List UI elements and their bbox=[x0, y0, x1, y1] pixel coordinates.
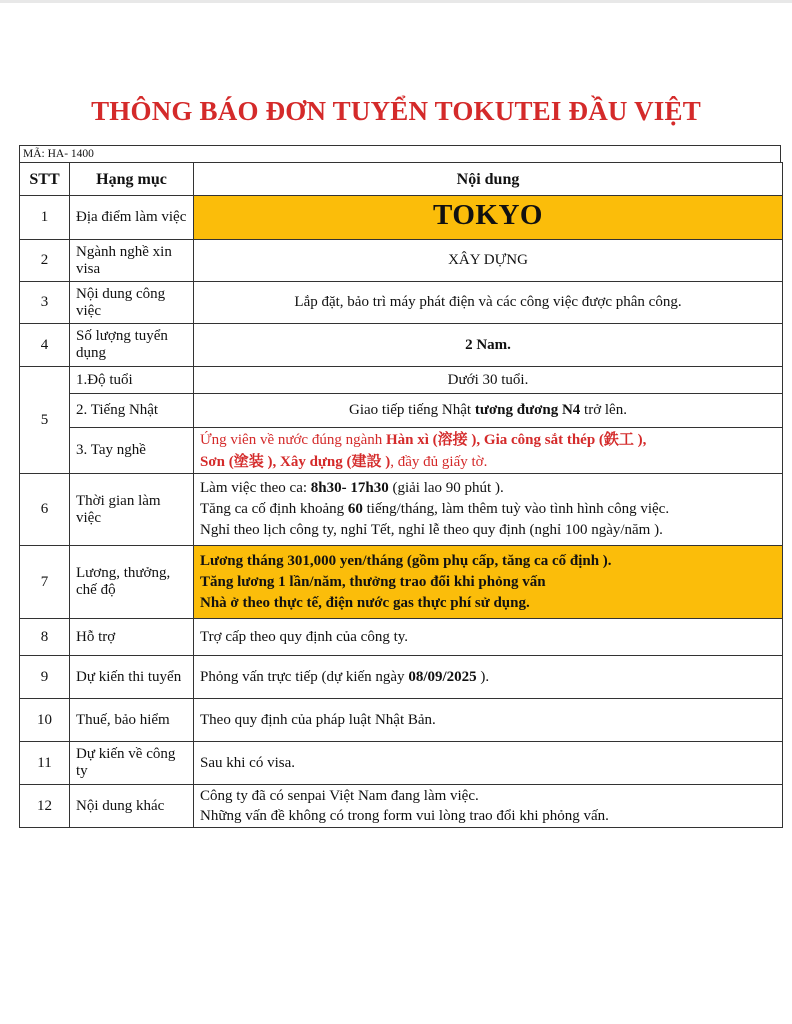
text: Nghỉ theo lịch công ty, nghỉ Tết, nghỉ lễ theo quy định (nghỉ 100 ngày/năm ). bbox=[200, 522, 663, 538]
text: Phỏng vấn trực tiếp (dự kiến ngày bbox=[200, 668, 409, 685]
table-row bbox=[20, 546, 783, 619]
row-category: Số lượng tuyển dụng bbox=[70, 324, 194, 367]
table-row bbox=[20, 428, 783, 474]
row-number: 1 bbox=[20, 196, 70, 240]
row-number: 11 bbox=[20, 742, 70, 785]
row-number: 10 bbox=[20, 699, 70, 742]
text-bold: 8h30- 17h30 bbox=[310, 480, 389, 496]
row-number: 5 bbox=[20, 367, 70, 474]
row-number: 4 bbox=[20, 324, 70, 367]
row-category: 3. Tay nghề bbox=[70, 428, 194, 474]
table-row bbox=[20, 699, 783, 742]
table-row bbox=[20, 196, 783, 240]
row-content: Dưới 30 tuổi. bbox=[194, 367, 783, 394]
row-category: Nội dung công việc bbox=[70, 282, 194, 324]
header-stt: STT bbox=[20, 163, 70, 196]
row-number: 9 bbox=[20, 656, 70, 699]
job-table bbox=[19, 162, 783, 828]
row-category: Hỗ trợ bbox=[70, 619, 194, 656]
row-content bbox=[194, 474, 783, 546]
header-content: Nội dung bbox=[194, 163, 783, 196]
row-category: Địa điểm làm việc bbox=[70, 196, 194, 240]
text: Tăng ca cố định khoảng bbox=[200, 501, 348, 517]
text-bold: tương đương N4 bbox=[474, 402, 581, 418]
row-number: 3 bbox=[20, 282, 70, 324]
row-content: 2 Nam. bbox=[194, 324, 783, 367]
row-content bbox=[194, 428, 783, 474]
text-bold: 60 bbox=[347, 501, 363, 517]
text: Ứng viên về nước đúng ngành bbox=[200, 431, 386, 448]
text-bold: 08/09/2025 bbox=[408, 668, 477, 685]
row-content: Trợ cấp theo quy định của công ty. bbox=[194, 619, 783, 656]
row-number: 7 bbox=[20, 546, 70, 619]
table-row bbox=[20, 394, 783, 428]
row-content bbox=[194, 394, 783, 428]
row-category: Thuế, bảo hiểm bbox=[70, 699, 194, 742]
row-content: Lắp đặt, bảo trì máy phát điện và các công việc được phân công. bbox=[194, 282, 783, 324]
text: (giải lao 90 phút ). bbox=[388, 480, 504, 496]
row-category: Ngành nghề xin visa bbox=[70, 240, 194, 282]
row-content bbox=[194, 546, 783, 619]
row-content bbox=[194, 196, 783, 240]
text: trở lên. bbox=[580, 402, 627, 418]
table-row bbox=[20, 742, 783, 785]
text: tiếng/tháng, làm thêm tuỳ vào tình hình công việc. bbox=[362, 501, 670, 517]
row-content: Sau khi có visa. bbox=[194, 742, 783, 785]
table-row bbox=[20, 324, 783, 367]
row-category: Nội dung khác bbox=[70, 785, 194, 828]
text: Làm việc theo ca: bbox=[200, 480, 311, 496]
row-category: Lương, thưởng, chế độ bbox=[70, 546, 194, 619]
top-bar bbox=[0, 0, 792, 3]
location-value: TOKYO bbox=[433, 198, 543, 231]
table-row bbox=[20, 619, 783, 656]
table-row bbox=[20, 785, 783, 828]
page-title: THÔNG BÁO ĐƠN TUYỂN TOKUTEI ĐẦU VIỆT bbox=[91, 96, 701, 126]
text-bold: Tăng lương 1 lần/năm, thưởng trao đổi khi phỏng vấn bbox=[200, 573, 546, 590]
row-category: Dự kiến về công ty bbox=[70, 742, 194, 785]
row-number: 6 bbox=[20, 474, 70, 546]
text: Những vấn đề không có trong form vui lòng trao đổi khi phỏng vấn. bbox=[200, 808, 609, 824]
row-number: 8 bbox=[20, 619, 70, 656]
header-category: Hạng mục bbox=[70, 163, 194, 196]
row-content bbox=[194, 656, 783, 699]
text: Công ty đã có senpai Việt Nam đang làm việc. bbox=[200, 788, 479, 804]
table-row bbox=[20, 240, 783, 282]
job-code: MÃ: HA- 1400 bbox=[19, 145, 781, 162]
table-row bbox=[20, 282, 783, 324]
table-row bbox=[20, 656, 783, 699]
row-category: Dự kiến thi tuyển bbox=[70, 656, 194, 699]
text: , đầy đủ giấy tờ. bbox=[390, 453, 488, 470]
row-content: Theo quy định của pháp luật Nhật Bản. bbox=[194, 699, 783, 742]
table-header-row bbox=[20, 163, 783, 196]
text-bold: Hàn xì (溶接 ), Gia công sắt thép (鉄工 ), bbox=[386, 431, 647, 448]
text: Giao tiếp tiếng Nhật bbox=[349, 402, 475, 418]
row-content bbox=[194, 785, 783, 828]
text-bold: Sơn (塗装 ), Xây dựng (建設 ) bbox=[200, 453, 391, 470]
row-category: Thời gian làm việc bbox=[70, 474, 194, 546]
text: ). bbox=[476, 668, 490, 685]
row-number: 12 bbox=[20, 785, 70, 828]
table-row bbox=[20, 474, 783, 546]
row-category: 2. Tiếng Nhật bbox=[70, 394, 194, 428]
row-number: 2 bbox=[20, 240, 70, 282]
table-row bbox=[20, 367, 783, 394]
row-content: XÂY DỰNG bbox=[194, 240, 783, 282]
text-bold: Lương tháng 301,000 yen/tháng (gồm phụ cấp, tăng ca cố định ). bbox=[200, 552, 612, 569]
text-bold: Nhà ở theo thực tế, điện nước gas thực phí sử dụng. bbox=[200, 594, 530, 611]
row-category: 1.Độ tuổi bbox=[70, 367, 194, 394]
